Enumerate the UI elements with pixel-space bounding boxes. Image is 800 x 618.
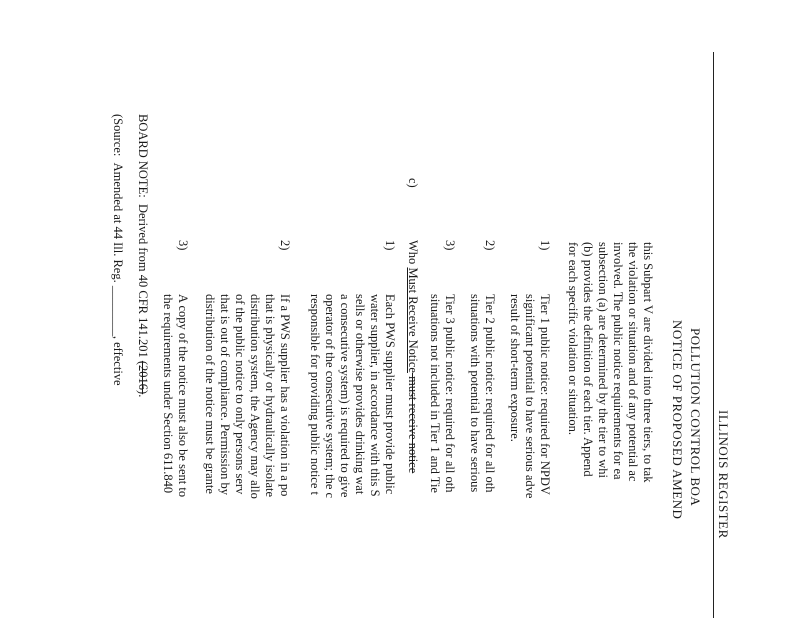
c-item-line: that is out of compliance. Permission by <box>218 294 232 496</box>
intro-line: (b) provides the definition of each tier. Append <box>581 242 595 477</box>
board-note-text: Derived from 40 CFR 141.201 <box>136 203 150 361</box>
source-line <box>110 114 125 386</box>
register-title: ILLINOIS REGISTER <box>716 410 731 539</box>
tier-line: Tier 1 public notice: required for NPDV <box>538 294 552 495</box>
board-note-label: BOARD NOTE: <box>136 114 150 198</box>
board-note <box>135 114 150 397</box>
section-c-heading-underlined: Must Receive Notice <box>406 267 420 373</box>
tier-line: result of short-term exposure. <box>508 294 522 442</box>
c-item-line: the requirements under Section 611.840 <box>161 294 175 494</box>
tier-number: 1) <box>538 240 552 251</box>
tier-number: 2) <box>483 240 497 251</box>
section-c-heading <box>405 240 420 473</box>
intro-line: the violation or situation and of any potential ac <box>626 242 640 482</box>
c-item-line: water supplier, in accordance with this S <box>368 294 382 497</box>
c-item-line: distribution of the notice must be grante <box>203 294 217 494</box>
tier-line: significant potential to have serious adve <box>523 294 537 499</box>
source-tail: , effective <box>111 335 125 386</box>
c-item-line: operator of the consecutive system; the c <box>323 294 337 499</box>
source-blank: ________ <box>111 285 125 336</box>
board-note-struck-year: (2016) <box>136 360 150 395</box>
intro-line: this Subpart V are divided into three tiers, to tak <box>641 242 655 483</box>
tier-line: Tier 3 public notice: required for all oth <box>443 294 457 493</box>
c-item-line: of the public notice to only persons serv <box>233 294 247 495</box>
tier-line: situations with potential to have serious <box>468 294 482 493</box>
c-item-number: 2) <box>278 240 292 251</box>
source-label: (Source: <box>111 114 125 157</box>
c-item-line: Each PWS supplier must provide public <box>383 294 397 495</box>
board-note-period: . <box>136 394 150 398</box>
section-c-heading-struck: must receive notice <box>406 372 420 474</box>
c-item-line: that is physically or hydraulically isolate <box>263 294 277 498</box>
c-item-line: A copy of the notice must also be sent to <box>176 294 190 498</box>
c-item-line: sells or otherwise provides drinking wat <box>353 294 367 495</box>
tier-line: Tier 2 public notice: required for all oth <box>483 294 497 493</box>
section-c-heading-plain: Who <box>406 240 420 268</box>
intro-line: for each specific violation or situation. <box>566 242 580 435</box>
tier-line: situations not included in Tier 1 and Tie <box>428 294 442 493</box>
source-text: Amended at 44 Ill. Reg. <box>111 162 125 283</box>
notice-title: NOTICE OF PROPOSED AMEND <box>670 320 685 520</box>
section-c-letter: c) <box>406 178 420 188</box>
c-item-line: distribution system, the Agency may allo <box>248 294 262 499</box>
header-rule <box>713 52 714 618</box>
c-item-line: a consecutive system) is required to give <box>338 294 352 498</box>
tier-number: 3) <box>443 240 457 251</box>
board-title: POLLUTION CONTROL BOA <box>688 328 703 507</box>
c-item-line: responsible for providing public notice t <box>308 294 322 496</box>
intro-line: involved. The public notice requirements for ea <box>611 242 625 480</box>
c-item-number: 3) <box>176 240 190 251</box>
c-item-number: 1) <box>383 240 397 251</box>
intro-line: subsection (a) are determined by the tier to whi <box>596 242 610 479</box>
c-item-line: If a PWS supplier has a violation in a po <box>278 294 292 497</box>
